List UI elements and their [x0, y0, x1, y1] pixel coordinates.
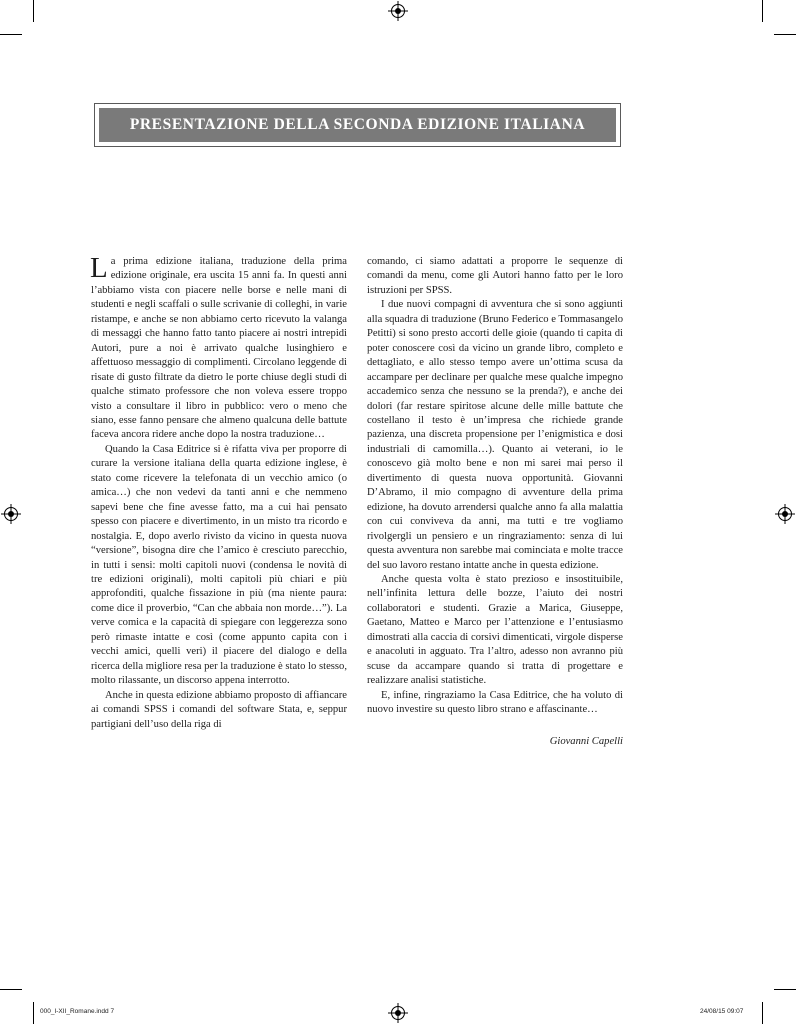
crop-mark-bottom-right: [762, 1002, 763, 1024]
registration-mark-left: [4, 507, 18, 521]
crop-mark-right-bottom: [774, 989, 796, 990]
registration-mark-top: [391, 4, 405, 18]
title-bar: [99, 108, 616, 142]
paragraph: I due nuovi compagni di avventura che si sono aggiunti alla squadra di traduzione (Bruno Federico e Tommasangelo Petitti) si sono presto accorti delle gioie (quando ti capita di poter conoscere così da vicino un grande libro, completo e dettagliato, e allo stesso tempo avere un’ottima scusa da accampare per declinare per qualche mese qualche impegno accademico senza che nessuno se la prenda?), e anche dei dolori (far restare spiritose alcune delle mille battute che costellano il testo è un’impresa che richiede grande pazienza, una discreta propensione per l’enigmistica e dosi industriali di camomilla…). Quanto ai veterani, io le conoscevo già molto bene e non mi sarei mai perso il divertimento di questa nuova opportunità. Giovanni D’Abramo, il mio compagno di avventure della prima edizione, ha dovuto arrendersi qualche anno fa alla malattia con cui conviveva da anni, ma tutti e tre vogliamo rivolgergli un pensiero e un ringraziamento: senza di lui questa avventura non sarebbe mai cominciata e molte tracce del suo lavoro restano intatte anche in questa edizione.: [367, 299, 623, 571]
paragraph: [90, 252, 347, 443]
registration-mark-right: [778, 507, 792, 521]
footer-datetime: 24/08/15 09:07: [700, 1008, 744, 1015]
paragraph-text: a prima edizione italiana, traduzione della prima edizione originale, era uscita 15 anni fa. In questi anni l’abbiamo vista con piacere nelle borse e nelle mani di studenti e negli scaffali o sulle scrivanie di colleghi, in varie ristampe, e anche se non abbiamo certo ricevuto la valanga di messaggi che hanno fatto tanto piacere ai nostri intrepidi Autori, pure a noi è arrivato qualche lusinghiero e affettuoso messaggio di complimenti. Circolano leggende di risate di gusto filtrate da dietro le porte chiuse degli studi di qualche stimato professore che non voleva essere troppo visto a consultare il libro in pubblico: vero o meno che siano, esse fanno pensare che almeno qualcuna delle battute faceva ancora ridere anche dopo la nostra traduzione…: [91, 256, 347, 441]
left-column: [90, 252, 347, 732]
crop-mark-bottom-left: [33, 1002, 34, 1024]
paragraph: comando, ci siamo adattati a proporre le sequenze di comandi da menu, come gli Autori hanno fatto per le loro istruzioni per SPSS.: [367, 256, 623, 296]
signature: Giovanni Capelli: [549, 736, 623, 747]
crop-mark-left-top: [0, 34, 22, 35]
paragraph: Anche in questa edizione abbiamo proposto di affiancare ai comandi SPSS i comandi del software Stata, e, seppur partigiani dell’uso della riga di: [91, 689, 347, 730]
title-frame: [94, 103, 621, 147]
crop-mark-right-top: [774, 34, 796, 35]
drop-cap: L: [90, 252, 108, 284]
page-title: PRESENTAZIONE DELLA SECONDA EDIZIONE ITALIANA: [129, 116, 586, 133]
paragraph: Quando la Casa Editrice si è rifatta viva per proporre di curare la versione italiana della quarta edizione inglese, è stato come ricevere la telefonata di un vecchio amico (o amica…) che non vedevi da tanti anni e che nemmeno sapevi bene che fine avesse fatto, ma a cui hai pensato spesso con piacere e divertimento, in un misto tra ricordo e nostalgia. E, dopo averlo rivisto da vicino in questa nuova “versione”, bisogna dire che l’amico è cresciuto parecchio, in tutti i sensi: molti capitoli nuovi (condensa le novità di tre edizioni originali), molti capitoli più chiari e più approfonditi, qualche fissazione in più (ma niente paura: come dice il proverbio, “Can che abbaia non morde…”). La verve comica e la capacità di spiegare con leggerezza sono però rimaste intatte e così (come appunto capita con i vecchi amici, quelli veri) il piacere del dialogo e della ricerca della migliore resa per la traduzione è stato lo stesso, molto rilassante, un discorso appena interrotto.: [91, 443, 347, 687]
right-column: [367, 255, 623, 718]
crop-mark-top-left: [33, 0, 34, 22]
paragraph: E, infine, ringraziamo la Casa Editrice, che ha voluto di nuovo investire su questo libro strano e affascinante…: [367, 689, 623, 716]
crop-mark-left-bottom: [0, 989, 22, 990]
crop-mark-top-right: [762, 0, 763, 22]
footer-file-name: 000_I-XII_Romane.indd 7: [40, 1008, 115, 1015]
registration-mark-bottom: [391, 1006, 405, 1020]
paragraph: Anche questa volta è stato prezioso e insostituibile, nell’infinita lettura delle bozze, l’aiuto dei nostri collaboratori e studenti. Grazie a Marica, Giuseppe, Gaetano, Matteo e Marco per l’attenzione e l’entusiasmo dimostrati alla caccia di corsivi dimenticati, virgole disperse e anacoluti in agguato. Tra l’altro, adesso non avranno più scuse da accampare quando si tratta di progettare e realizzare analisi statistiche.: [367, 573, 623, 687]
